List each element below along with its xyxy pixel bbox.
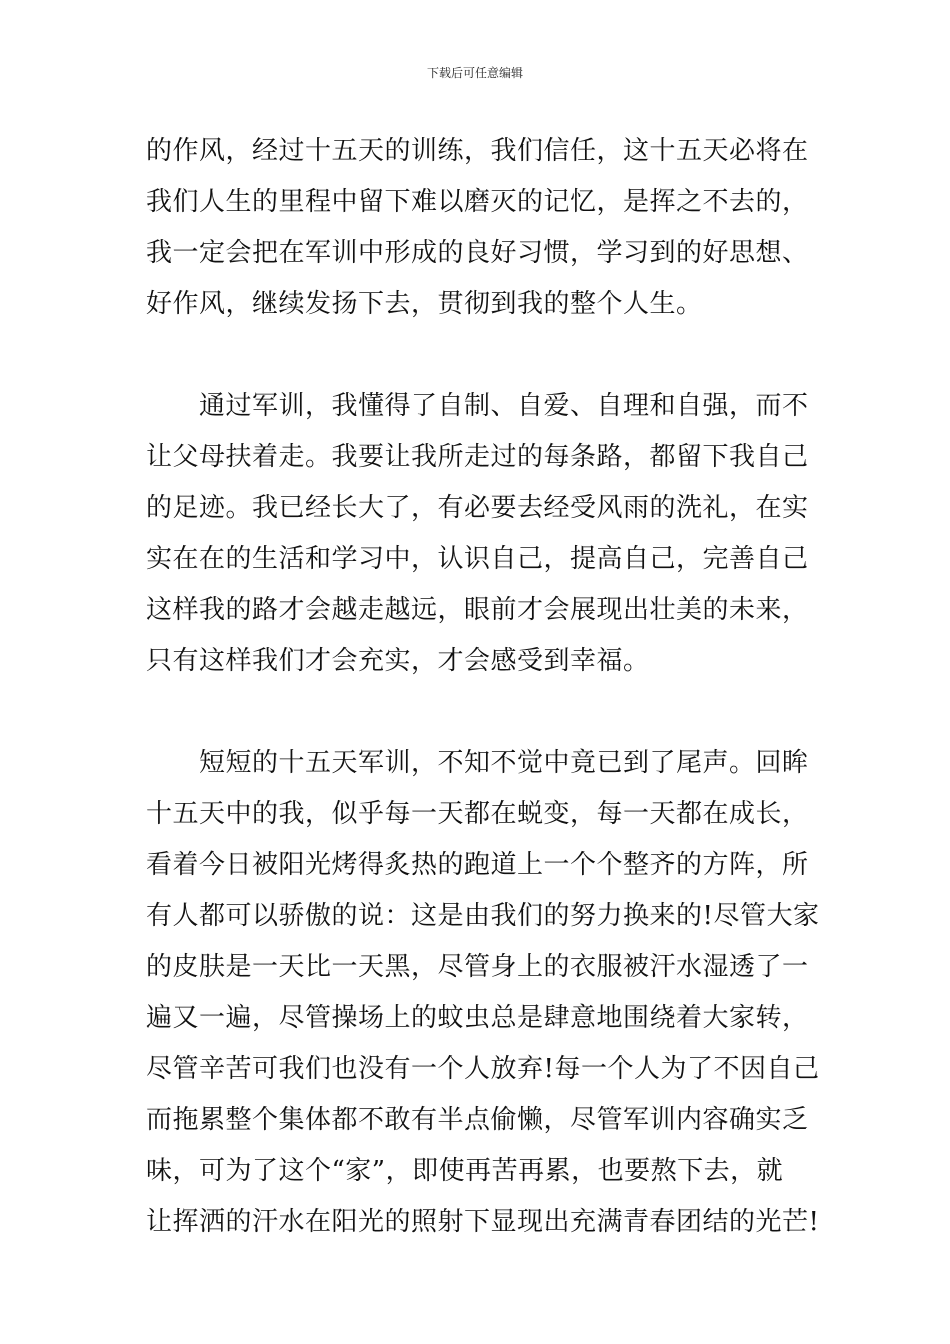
- text-line: 好作风，继续发扬下去，贯彻到我的整个人生。: [146, 289, 703, 319]
- text-line: 尽管辛苦可我们也没有一个人放弃!每一个人为了不因自己: [146, 1054, 820, 1084]
- text-line: 只有这样我们才会充实，才会感受到幸福。: [146, 646, 650, 676]
- text-line: 有人都可以骄傲的说：这是由我们的努力换来的!尽管大家: [146, 901, 820, 931]
- text-line: 而拖累整个集体都不敢有半点偷懒，尽管军训内容确实乏: [146, 1105, 809, 1135]
- paragraph-spacer: [146, 687, 826, 738]
- text-line: 我一定会把在军训中形成的良好习惯，学习到的好思想、: [146, 238, 809, 268]
- text-line: 让父母扶着走。我要让我所走过的每条路，都留下我自己: [146, 442, 809, 472]
- text-line: 十五天中的我，似乎每一天都在蜕变，每一天都在成长，: [146, 799, 809, 829]
- text-line: 让挥洒的汗水在阳光的照射下显现出充满青春团结的光芒!: [146, 1207, 820, 1237]
- text-line: 看着今日被阳光烤得炙热的跑道上一个个整齐的方阵，所: [146, 850, 809, 880]
- text-line: 的作风，经过十五天的训练，我们信任，这十五天必将在: [146, 136, 809, 166]
- paragraph-spacer: [146, 330, 826, 381]
- paragraph-2: [146, 381, 826, 687]
- text-line: 遍又一遍，尽管操场上的蚊虫总是肆意地围绕着大家转，: [146, 1003, 809, 1033]
- text-line: 味，可为了这个“家”，即使再苦再累，也要熬下去，就: [146, 1156, 784, 1186]
- text-line: 这样我的路才会越走越远，眼前才会展现出壮美的未来，: [146, 595, 809, 625]
- text-line: 的足迹。我已经长大了，有必要去经受风雨的洗礼，在实: [146, 493, 809, 523]
- text-line: 实在在的生活和学习中，认识自己，提高自己，完善自己: [146, 544, 809, 574]
- text-line: 短短的十五天军训，不知不觉中竟已到了尾声。回眸: [146, 748, 809, 778]
- page-header: 下载后可任意编辑: [426, 66, 523, 80]
- text-line: 我们人生的里程中留下难以磨灭的记忆，是挥之不去的，: [146, 187, 809, 217]
- document-body: [146, 126, 826, 1248]
- paragraph-1: [146, 126, 826, 330]
- paragraph-3: [146, 738, 826, 1248]
- text-line: 的皮肤是一天比一天黑，尽管身上的衣服被汗水湿透了一: [146, 952, 809, 982]
- text-line: 通过军训，我懂得了自制、自爱、自理和自强，而不: [146, 391, 809, 421]
